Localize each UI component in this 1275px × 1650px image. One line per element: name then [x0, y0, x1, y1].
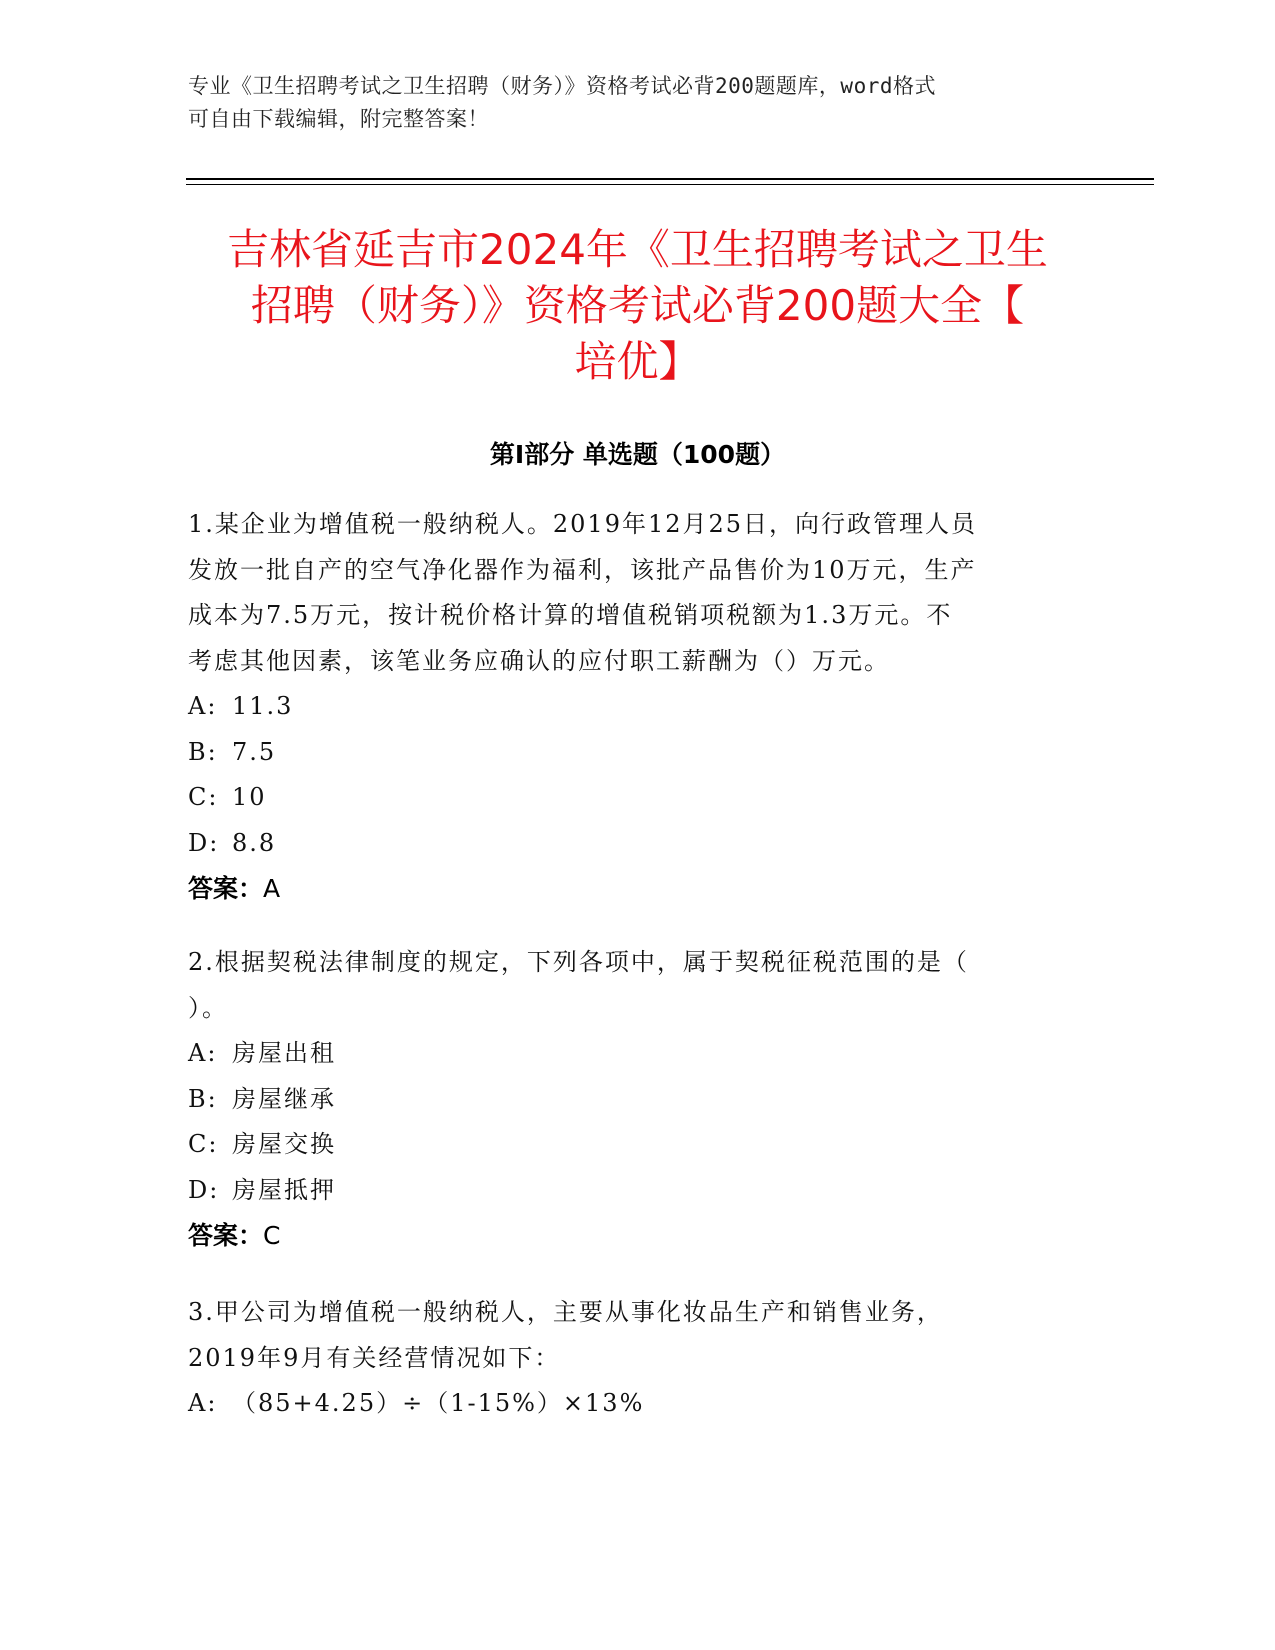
question-text: 1.某企业为增值税一般纳税人。2019年12月25日，向行政管理人员 发放一批自产的空气净化器作为福利，该批产品售价为10万元，生产 成本为7.5万元，按计税价格计算的增值税销项税额为1.3万元。不 考虑其他因素，该笔业务应确认的应付职工薪酬为（）万元。	[188, 510, 978, 675]
question-3	[188, 1290, 1068, 1427]
question-text: 2.根据契税法律制度的规定，下列各项中，属于契税征税范围的是（ ）。	[188, 948, 969, 1022]
header-note-line: 可自由下载编辑，附完整答案！	[188, 107, 489, 131]
question-text: 3.甲公司为增值税一般纳税人，主要从事化妆品生产和销售业务， 2019年9月有关经营情况如下：	[188, 1298, 943, 1372]
answer: 答案：C	[188, 1221, 281, 1250]
section-heading: 第Ⅰ部分 单选题（100题）	[489, 440, 786, 469]
option-b: B: 房屋继承	[188, 1084, 336, 1113]
header-note-line: 专业《卫生招聘考试之卫生招聘（财务）》资格考试必背200题题库，word格式	[188, 74, 936, 98]
title-line: 吉林省延吉市2024年《卫生招聘考试之卫生	[227, 225, 1048, 274]
option-a: A: 11.3	[188, 692, 294, 720]
option-d: D: 房屋抵押	[188, 1175, 336, 1204]
option-c: C: 10	[188, 783, 267, 811]
option-a: A: 房屋出租	[188, 1039, 336, 1067]
header-note	[188, 70, 1088, 136]
page-title	[160, 222, 1115, 390]
option-d: D: 8.8	[188, 828, 277, 857]
header-rule-thin	[186, 184, 1154, 185]
title-line: 培优】	[574, 337, 701, 386]
title-line: 招聘（财务）》资格考试必背200题大全【	[250, 281, 1025, 330]
question-1	[188, 502, 1068, 912]
option-b: B: 7.5	[188, 737, 277, 766]
option-c: C: 房屋交换	[188, 1130, 336, 1158]
header-rule-thick	[186, 178, 1154, 180]
option-a: A: （85+4.25）÷（1-15%）×13%	[188, 1389, 645, 1417]
question-2	[188, 940, 1068, 1259]
answer: 答案：A	[188, 874, 281, 903]
